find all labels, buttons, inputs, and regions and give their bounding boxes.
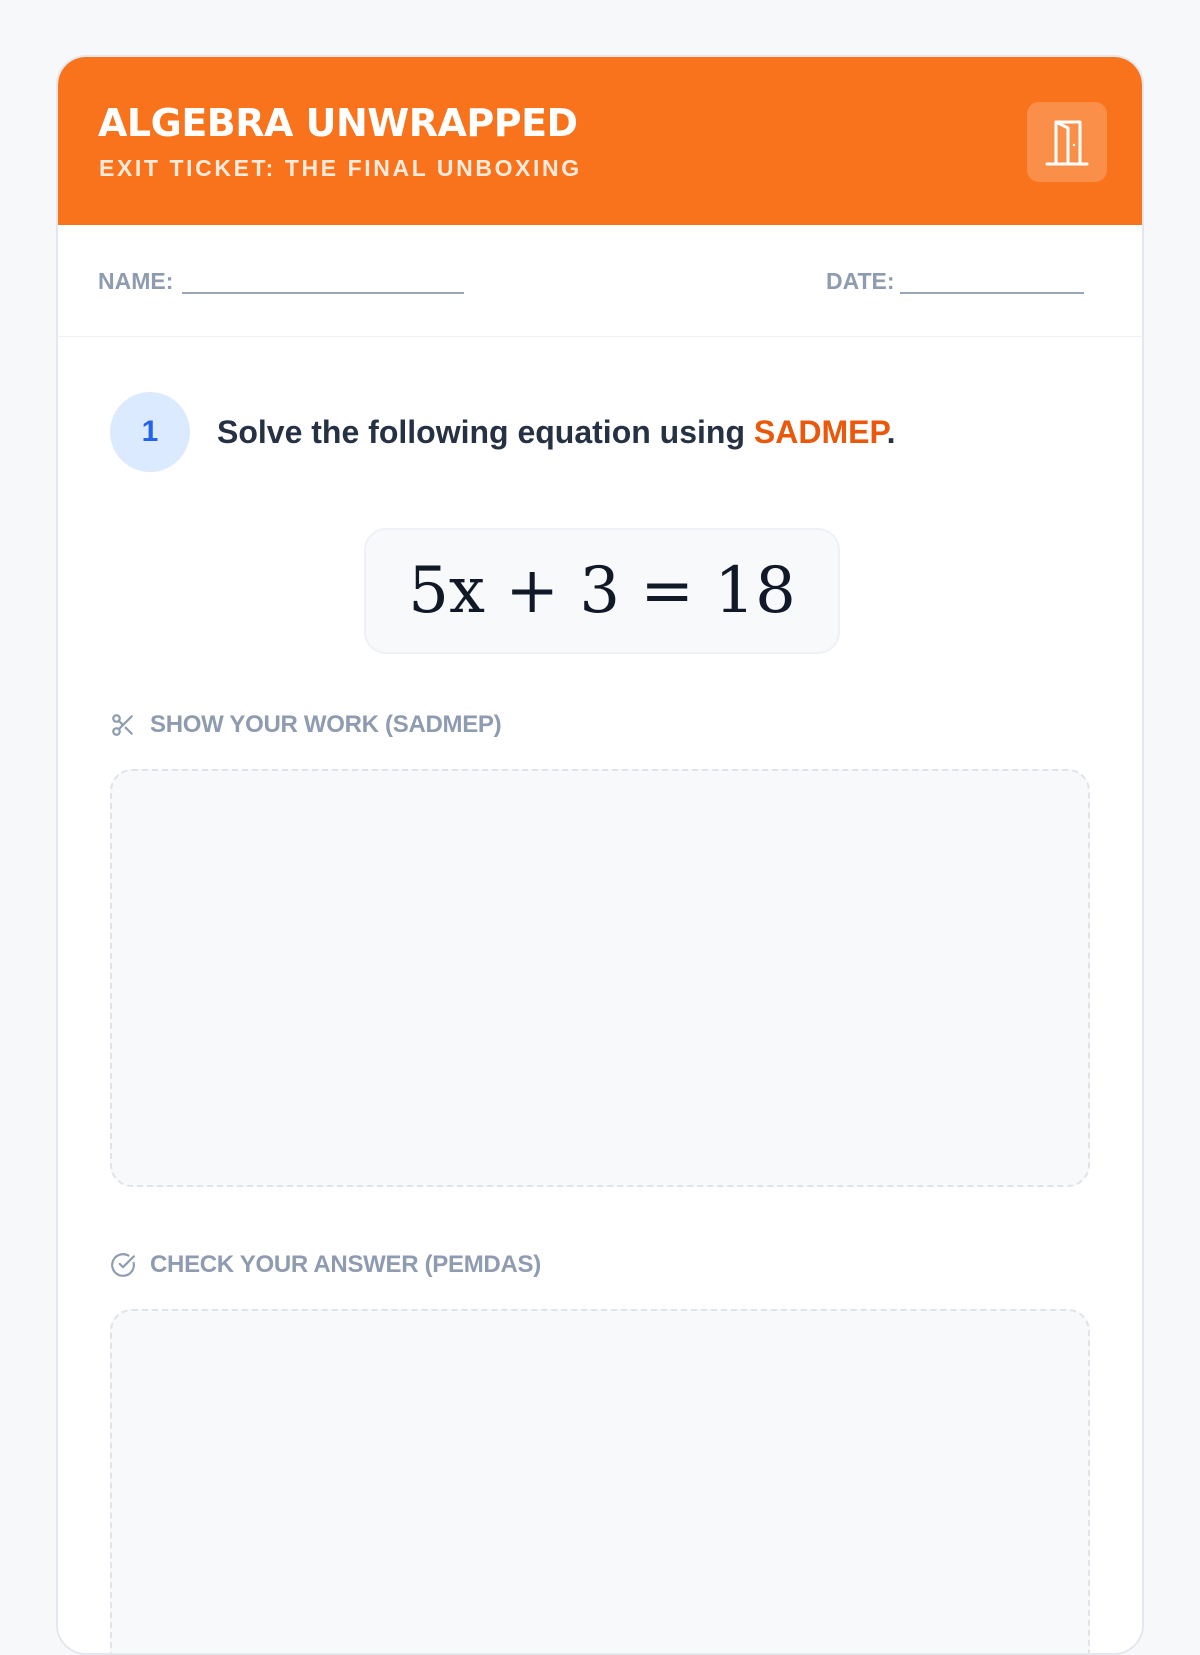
ticket-title: ALGEBRA UNWRAPPED — [98, 101, 578, 145]
exit-button[interactable] — [1027, 102, 1107, 182]
door-exit-icon — [1044, 116, 1090, 168]
exit-ticket-card — [56, 55, 1144, 1655]
ticket-subtitle: EXIT TICKET: THE FINAL UNBOXING — [99, 155, 582, 181]
name-label: NAME: — [98, 268, 174, 294]
check-area[interactable] — [110, 1309, 1090, 1655]
check-circle-icon — [110, 1252, 136, 1278]
equation: 5x + 3 = 18 — [408, 554, 796, 628]
work-section-label: SHOW YOUR WORK (SADMEP) — [150, 711, 502, 738]
method-highlight: SADMEP — [753, 414, 887, 450]
check-section-label: CHECK YOUR ANSWER (PEMDAS) — [150, 1251, 541, 1278]
name-field[interactable] — [182, 292, 464, 294]
date-label: DATE: — [826, 268, 895, 294]
question-prompt — [217, 412, 896, 452]
ticket-header — [58, 57, 1142, 225]
question-number-badge: 1 — [110, 392, 190, 472]
question-text: Solve the following equation using — [217, 414, 754, 450]
equation-box — [364, 528, 840, 654]
date-field[interactable] — [900, 292, 1084, 294]
question-punctuation: . — [886, 414, 896, 450]
scissors-icon — [110, 712, 136, 738]
work-area[interactable] — [110, 769, 1090, 1187]
student-info-row — [58, 225, 1142, 337]
